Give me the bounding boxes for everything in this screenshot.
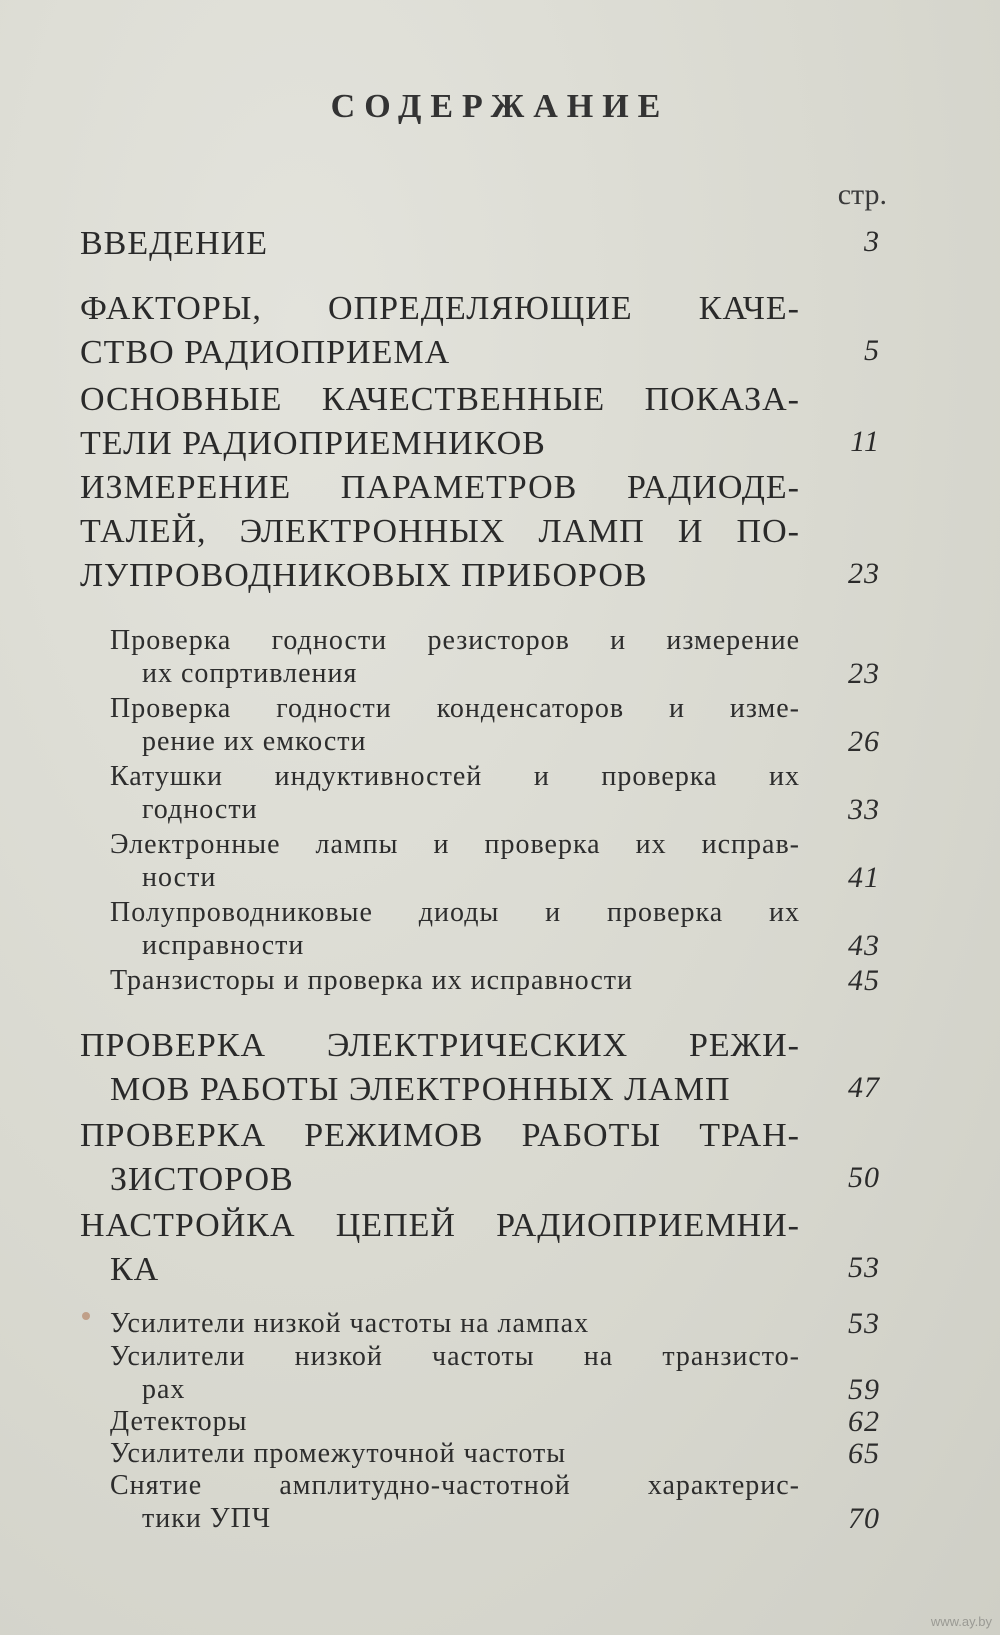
toc-entry-quality-indicators[interactable] [80, 378, 880, 466]
toc-entry-line: Электронные лампы и проверка их исправ- [110, 829, 800, 860]
toc-entry-line: ВВЕДЕНИЕ [80, 225, 268, 262]
toc-entry-line: их сопртивления [142, 658, 358, 689]
toc-page-number: 26 [848, 725, 880, 758]
toc-entry-lf-amp-transistors[interactable] [110, 1340, 880, 1406]
toc-page-number: 23 [848, 657, 880, 690]
toc-entry-diodes[interactable] [110, 896, 880, 962]
toc-page-number: 50 [848, 1161, 880, 1194]
toc-entry-tube-modes[interactable] [80, 1024, 880, 1112]
toc-page-number: 3 [864, 225, 880, 258]
toc-entry-line: тики УПЧ [142, 1503, 272, 1534]
toc-entry-line: Катушки индуктивностей и проверка их [110, 761, 800, 792]
toc-entry-line: ТЕЛИ РАДИОПРИЕМНИКОВ [80, 425, 546, 462]
toc-entry-line: НАСТРОЙКА ЦЕПЕЙ РАДИОПРИЕМНИ- [80, 1207, 800, 1244]
toc-entry-lf-amp-tubes[interactable] [110, 1307, 880, 1340]
toc-entry-line: КА [110, 1251, 160, 1288]
toc-entry-line: рение их емкости [142, 726, 367, 757]
toc-entry-line: Полупроводниковые диоды и проверка их [110, 897, 800, 928]
page-column-label: стр. [837, 178, 887, 211]
toc-entry-line: Транзисторы и проверка их исправности [110, 965, 634, 996]
toc-entry-line: ТАЛЕЙ, ЭЛЕКТРОННЫХ ЛАМП И ПО- [80, 513, 800, 550]
toc-entry-line: ОСНОВНЫЕ КАЧЕСТВЕННЫЕ ПОКАЗА- [80, 381, 800, 418]
toc-entry-line: ЗИСТОРОВ [110, 1161, 294, 1198]
toc-entry-line: Снятие амплитудно-частотной характерис- [110, 1470, 800, 1501]
toc-entry-line: ности [142, 862, 217, 893]
toc-entry-resistors[interactable] [110, 624, 880, 690]
toc-page-number: 11 [850, 425, 880, 458]
toc-entry-detectors[interactable] [110, 1405, 880, 1438]
watermark: www.ay.by [930, 1614, 992, 1629]
toc-entry-line: Усилители низкой частоты на лампах [110, 1308, 590, 1339]
toc-entry-line: Проверка годности конденсаторов и изме- [110, 693, 800, 724]
toc-entry-line: СТВО РАДИОПРИЕМА [80, 334, 451, 371]
toc-entry-inductors[interactable] [110, 760, 880, 826]
toc-entry-line: исправности [142, 930, 305, 961]
toc-entry-line: Усилители низкой частоты на транзисто- [110, 1341, 800, 1372]
toc-entry-capacitors[interactable] [110, 692, 880, 758]
toc-entry-transistors[interactable] [110, 964, 880, 997]
toc-page-number: 5 [864, 334, 880, 367]
toc-page-number: 53 [848, 1307, 880, 1340]
toc-entry-line: ЛУПРОВОДНИКОВЫХ ПРИБОРОВ [80, 557, 648, 594]
toc-page-number: 47 [848, 1071, 880, 1104]
toc-entry-receiver-tuning[interactable] [80, 1204, 880, 1292]
toc-page-number: 41 [848, 861, 880, 894]
toc-page-number: 23 [848, 557, 880, 590]
toc-entry-introduction[interactable] [80, 222, 880, 266]
toc-page-number: 62 [848, 1405, 880, 1438]
toc-entry-frequency-response[interactable] [110, 1469, 880, 1535]
toc-page-number: 70 [848, 1502, 880, 1535]
toc-entry-line: МОВ РАБОТЫ ЭЛЕКТРОННЫХ ЛАМП [110, 1071, 731, 1108]
toc-entry-line: Усилители промежуточной частоты [110, 1438, 567, 1469]
toc-page-number: 59 [848, 1373, 880, 1406]
toc-entry-line: Проверка годности резисторов и измерение [110, 625, 800, 656]
toc-page-number: 65 [848, 1437, 880, 1470]
toc-entry-line: ПРОВЕРКА ЭЛЕКТРИЧЕСКИХ РЕЖИ- [80, 1027, 800, 1064]
toc-entry-tubes[interactable] [110, 828, 880, 894]
toc-entry-line: годности [142, 794, 258, 825]
toc-entry-parameter-measurement[interactable] [80, 466, 880, 598]
toc-page-number: 43 [848, 929, 880, 962]
toc-entry-line: ИЗМЕРЕНИЕ ПАРАМЕТРОВ РАДИОДЕ- [80, 469, 800, 506]
toc-entry-if-amplifiers[interactable] [110, 1437, 880, 1470]
toc-entry-line: Детекторы [110, 1406, 248, 1437]
page-title: СОДЕРЖАНИЕ [330, 88, 670, 125]
toc-page-number: 45 [848, 964, 880, 997]
toc-entry-line: ФАКТОРЫ, ОПРЕДЕЛЯЮЩИЕ КАЧЕ- [80, 290, 800, 327]
toc-entry-line: рах [142, 1374, 186, 1405]
toc-entry-transistor-modes[interactable] [80, 1114, 880, 1202]
paper-stain [82, 1312, 90, 1320]
toc-page-number: 33 [848, 793, 880, 826]
toc-page-number: 53 [848, 1251, 880, 1284]
toc-entry-line: ПРОВЕРКА РЕЖИМОВ РАБОТЫ ТРАН- [80, 1117, 800, 1154]
toc-entry-factors[interactable] [80, 287, 880, 375]
